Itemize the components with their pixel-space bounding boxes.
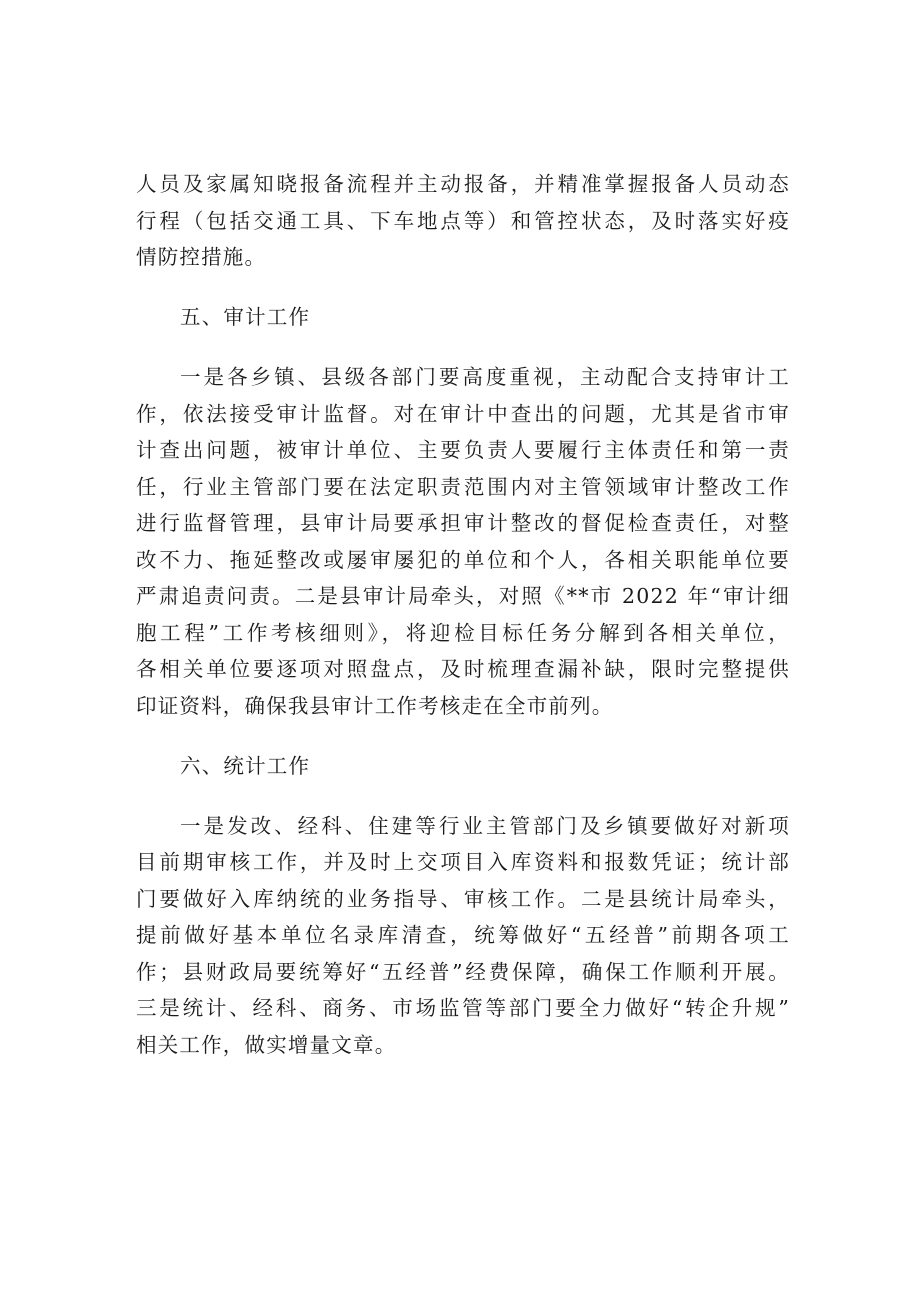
text-line: 进行监督管理，县审计局要承担审计整改的督促检查责任，对整 [136,511,790,535]
text-line: 行程（包括交通工具、下车地点等）和管控状态，及时落实好疫 [136,208,790,233]
text-line: 一是发改、经科、住建等行业主管部门及乡镇要做好对新项 [180,813,790,838]
text-line: 严肃追责问责。二是县审计局牵头，对照《**市 2022 年“审计细 [136,584,790,608]
text-line: 相关工作，做实增量文章。 [136,1032,397,1057]
text-line: 胞工程”工作考核细则》，将迎检目标任务分解到各相关单位， [136,620,790,645]
paragraph-gap [136,724,790,748]
paragraph-gap [136,784,790,808]
paragraph-gap [136,336,790,360]
section-heading-audit: 五、审计工作 [180,305,311,329]
statistics-paragraph [136,808,790,1064]
text-line: 提前做好基本单位名录库清查，统筹做好“五经普”前期各项工 [136,923,790,947]
document-body [136,166,790,1063]
section-heading-statistics: 六、统计工作 [180,753,311,778]
text-line: 作，依法接受审计监督。对在审计中查出的问题，尤其是省市审 [136,401,790,426]
text-line: 作；县财政局要统筹好“五经普”经费保障，确保工作顺利开展。 [136,959,790,984]
text-line: 印证资料，确保我县审计工作考核走在全市前列。 [136,693,614,718]
text-line: 目前期审核工作，并及时上交项目入库资料和报数凭证；统计部 [136,850,790,874]
text-line: 人员及家属知晓报备流程并主动报备，并精准掌握报备人员动态 [136,172,790,196]
text-line: 改不力、拖延整改或屡审屡犯的单位和个人，各相关职能单位要 [136,547,790,572]
audit-paragraph [136,359,790,724]
text-line: 一是各乡镇、县级各部门要高度重视，主动配合支持审计工 [180,365,790,389]
text-line: 各相关单位要逐项对照盘点，及时梳理查漏补缺，限时完整提供 [136,657,790,681]
text-line: 情防控措施。 [136,245,267,269]
paragraph-gap [136,276,790,300]
text-line: 任，行业主管部门要在法定职责范围内对主管领域审计整改工作 [136,474,790,499]
text-line: 门要做好入库纳统的业务指导、审核工作。二是县统计局牵头， [136,886,790,911]
intro-paragraph [136,166,790,276]
text-line: 计查出问题，被审计单位、主要负责人要履行主体责任和第一责 [136,438,790,462]
text-line: 三是统计、经科、商务、市场监管等部门要全力做好“转企升规” [136,996,790,1020]
